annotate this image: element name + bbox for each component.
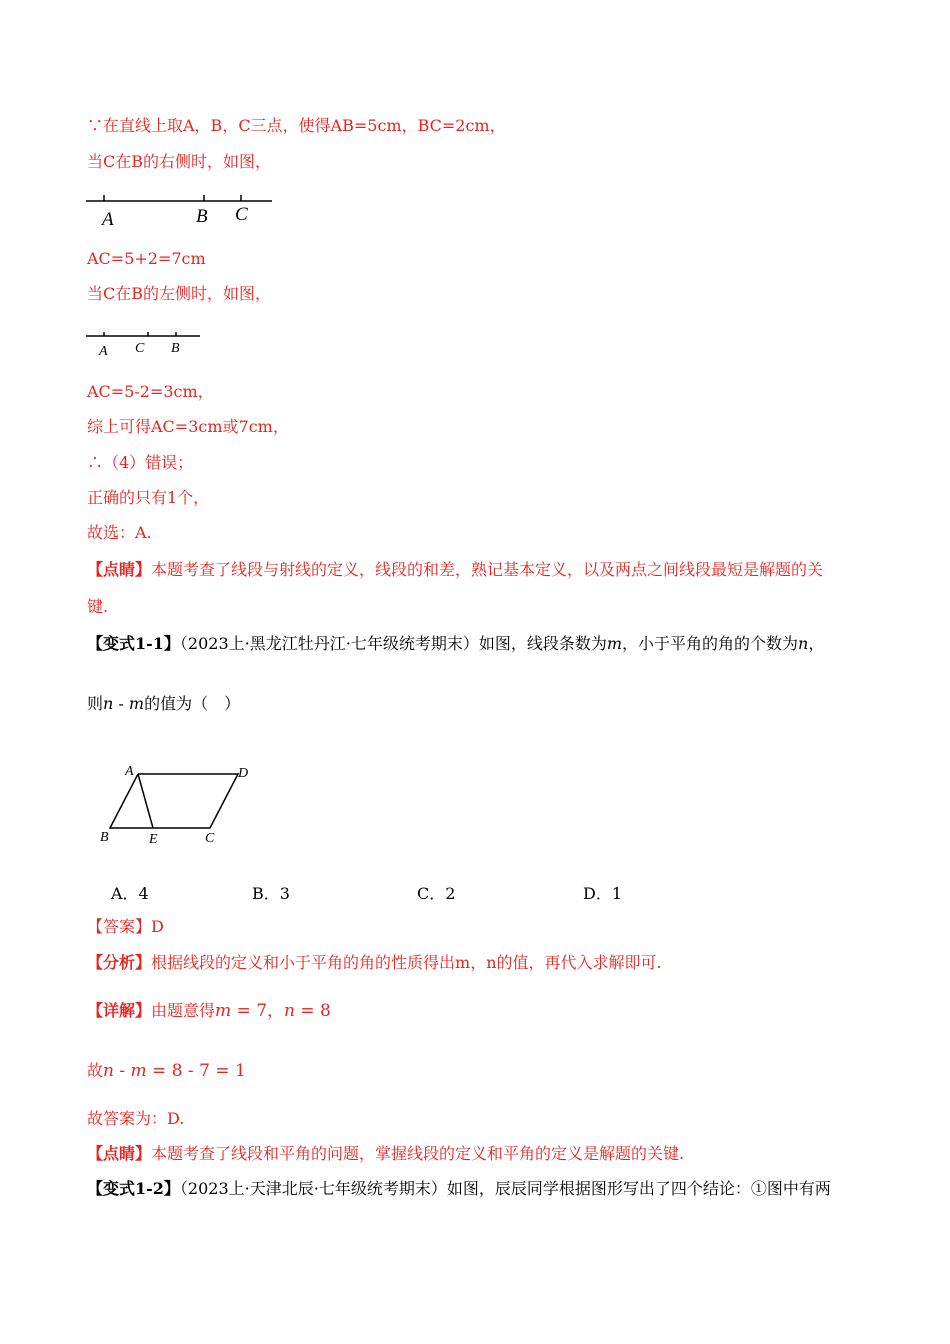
ask-prefix: 则 [87, 694, 104, 713]
line-case-right: 当C在B的右侧时，如图， [87, 152, 272, 171]
detail-n-val: = 8 [294, 1001, 331, 1021]
analysis-text: 根据线段的定义和小于平角的角的性质得出m，n的值，再代入求解即可. [151, 953, 662, 972]
comment-1-text: 本题考查了线段与射线的定义，线段的和差，熟记基本定义，以及两点之间线段最短是解题的关 [151, 560, 824, 579]
calc-n: n [103, 1061, 114, 1081]
fig2-label-a: A [99, 344, 108, 359]
fig2-label-b: B [171, 341, 180, 356]
fig1-label-b: B [196, 206, 208, 227]
comment-2 [87, 1144, 684, 1164]
detail-prefix: 由题意得 [151, 1001, 216, 1020]
line-summary: 综上可得AC=3cm或7cm， [87, 417, 289, 436]
option-b[interactable]: B．3 [252, 884, 290, 903]
fig3-label-c: C [205, 831, 215, 846]
calc-result: = 8 - 7 = 1 [146, 1061, 246, 1081]
fig3-label-e: E [149, 832, 158, 847]
answer-line: 【答案】D [87, 917, 164, 936]
analysis-tag: 【分析】 [87, 953, 152, 972]
line-4-wrong: ∴（4）错误； [87, 453, 194, 472]
line-ac-7: AC=5+2=7cm [87, 249, 206, 268]
line-only-one: 正确的只有1个， [87, 488, 210, 507]
variant-1-1-mid: ，小于平角的角的个数为 [622, 634, 799, 653]
calc-dash: - [113, 1061, 131, 1081]
figure-line-abc-right [86, 190, 276, 232]
var-m: m [606, 634, 622, 653]
final-answer-line: 故答案为：D. [87, 1109, 185, 1128]
comment-1-tag: 【点睛】 [87, 560, 152, 579]
ask-m: m [128, 694, 145, 713]
comment-1-cont: 键. [87, 597, 109, 616]
option-a[interactable]: A．4 [111, 884, 149, 903]
ask-suffix: 的值为（ ） [144, 694, 241, 713]
variant-1-2-text: （2023上·天津北辰·七年级统考期末）如图，辰辰同学根据图形写出了四个结论：①图中有两 [179, 1179, 831, 1198]
calc-m: m [130, 1061, 147, 1081]
detail-line [87, 1001, 331, 1021]
ask-n: n [103, 694, 114, 713]
variant-1-2-question [87, 1179, 831, 1199]
comment-1 [87, 560, 823, 580]
calc-prefix: 故 [87, 1061, 104, 1080]
line-choose-a: 故选：A. [87, 523, 152, 542]
variant-1-1-source: （2023上·黑龙江牡丹江·七年级统考期末）如图，线段条数为 [179, 634, 607, 653]
figure-line-acb-left [86, 328, 206, 360]
fig3-label-a: A [125, 764, 134, 779]
line-case-left: 当C在B的左侧时，如图， [87, 284, 272, 303]
variant-1-1-question [87, 634, 824, 654]
ask-dash: - [113, 694, 129, 713]
variant-1-1-end: ， [808, 634, 825, 653]
option-d[interactable]: D．1 [583, 884, 623, 903]
var-n: n [798, 634, 809, 653]
variant-1-1-tag: 【变式1-1】 [87, 634, 180, 653]
variant-1-1-ask [87, 694, 240, 714]
option-c[interactable]: C．2 [417, 884, 456, 903]
detail-m: m [215, 1001, 232, 1021]
fig3-label-d: D [238, 766, 249, 781]
detail-n: n [284, 1001, 295, 1021]
line-ac-3: AC=5-2=3cm， [87, 382, 214, 401]
fig1-label-c: C [235, 204, 248, 225]
comment-2-text: 本题考查了线段和平角的问题，掌握线段的定义和平角的定义是解题的关键. [151, 1144, 685, 1163]
fig3-label-b: B [100, 830, 109, 845]
fig2-label-c: C [135, 341, 145, 356]
comment-2-tag: 【点睛】 [87, 1144, 152, 1163]
analysis-line [87, 953, 662, 973]
variant-1-2-tag: 【变式1-2】 [87, 1179, 180, 1198]
detail-tag: 【详解】 [87, 1001, 152, 1020]
detail-m-val: = 7， [231, 1001, 285, 1021]
calc-line [87, 1061, 246, 1081]
fig1-label-a: A [102, 209, 114, 230]
line-given: ∵在直线上取A，B，C三点，使得AB=5cm，BC=2cm， [87, 116, 506, 135]
figure-parallelogram [95, 760, 265, 850]
